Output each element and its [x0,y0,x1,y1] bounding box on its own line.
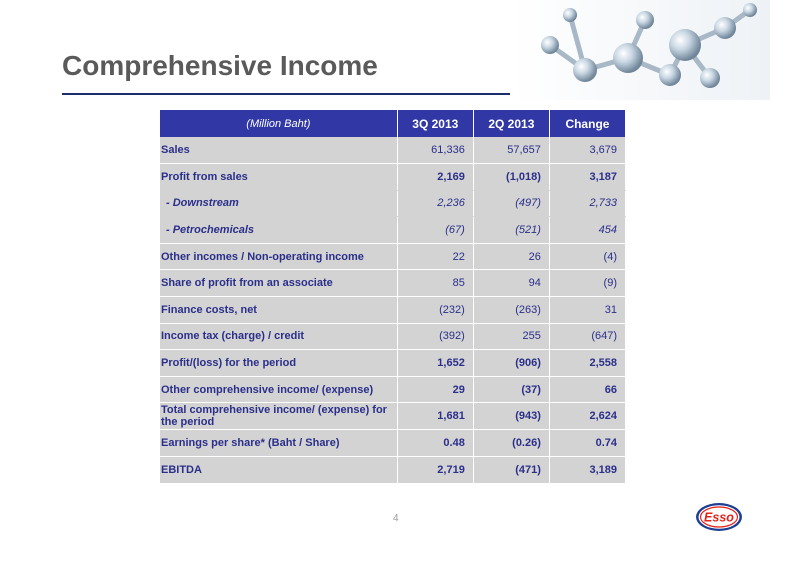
value-change: 3,189 [549,456,625,483]
page-title: Comprehensive Income [62,50,378,81]
value-3q2013: 1,652 [397,350,473,377]
value-change: (9) [549,270,625,297]
value-2q2013: (906) [473,350,549,377]
table-row-income-tax [160,323,626,350]
table-row-petrochemicals [160,217,626,244]
value-3q2013: 2,169 [397,164,473,191]
value-2q2013: 26 [473,243,549,270]
table-row-finance-costs [160,297,626,324]
value-3q2013: 61,336 [397,137,473,164]
table-row-other-incomes [160,243,626,270]
value-2q2013: (471) [473,456,549,483]
value-2q2013: 255 [473,323,549,350]
table-header-row [160,110,626,137]
row-label: Total comprehensive income/ (expense) for the period [160,403,397,430]
table-row-ebitda [160,456,626,483]
comprehensive-income-table [160,110,626,483]
molecule-illustration [510,0,770,100]
value-3q2013: (232) [397,297,473,324]
value-2q2013: (943) [473,403,549,430]
page-number: 4 [393,513,399,524]
value-change: 66 [549,376,625,403]
value-change: 0.74 [549,430,625,457]
row-label: - Petrochemicals [160,217,397,244]
value-2q2013: 94 [473,270,549,297]
value-change: 2,558 [549,350,625,377]
row-label: EBITDA [160,456,397,483]
value-2q2013: (497) [473,190,549,217]
col-2q2013-header: 2Q 2013 [473,110,549,137]
row-label: Other incomes / Non-operating income [160,243,397,270]
table-row-other-comprehensive-income [160,376,626,403]
row-label: Other comprehensive income/ (expense) [160,376,397,403]
value-change: 2,624 [549,403,625,430]
svg-text:Esso: Esso [704,510,734,525]
value-change: 454 [549,217,625,244]
value-2q2013: (1,018) [473,164,549,191]
value-3q2013: 2,719 [397,456,473,483]
esso-logo-icon [695,502,743,532]
value-change: 31 [549,297,625,324]
table-row-total-comprehensive-income [160,403,626,430]
table-row-sales [160,137,626,164]
value-change: 3,187 [549,164,625,191]
value-3q2013: (392) [397,323,473,350]
value-2q2013: (37) [473,376,549,403]
table-row-share-of-profit [160,270,626,297]
table-row-profit-from-sales [160,164,626,191]
row-label: Earnings per share* (Baht / Share) [160,430,397,457]
value-3q2013: 1,681 [397,403,473,430]
value-2q2013: (263) [473,297,549,324]
value-change: 3,679 [549,137,625,164]
row-label: Profit from sales [160,164,397,191]
value-change: (4) [549,243,625,270]
value-change: 2,733 [549,190,625,217]
row-label: - Downstream [160,190,397,217]
value-change: (647) [549,323,625,350]
value-3q2013: 22 [397,243,473,270]
row-label: Share of profit from an associate [160,270,397,297]
row-label: Profit/(loss) for the period [160,350,397,377]
value-3q2013: (67) [397,217,473,244]
row-label: Income tax (charge) / credit [160,323,397,350]
value-3q2013: 29 [397,376,473,403]
row-label: Finance costs, net [160,297,397,324]
col-3q2013-header: 3Q 2013 [397,110,473,137]
table-row-profit-for-period [160,350,626,377]
table-row-downstream [160,190,626,217]
value-2q2013: (521) [473,217,549,244]
value-2q2013: (0.26) [473,430,549,457]
value-3q2013: 0.48 [397,430,473,457]
col-change-header: Change [549,110,625,137]
value-3q2013: 85 [397,270,473,297]
value-2q2013: 57,657 [473,137,549,164]
unit-header: (Million Baht) [160,110,397,137]
row-label: Sales [160,137,397,164]
value-3q2013: 2,236 [397,190,473,217]
table-row-earnings-per-share [160,430,626,457]
